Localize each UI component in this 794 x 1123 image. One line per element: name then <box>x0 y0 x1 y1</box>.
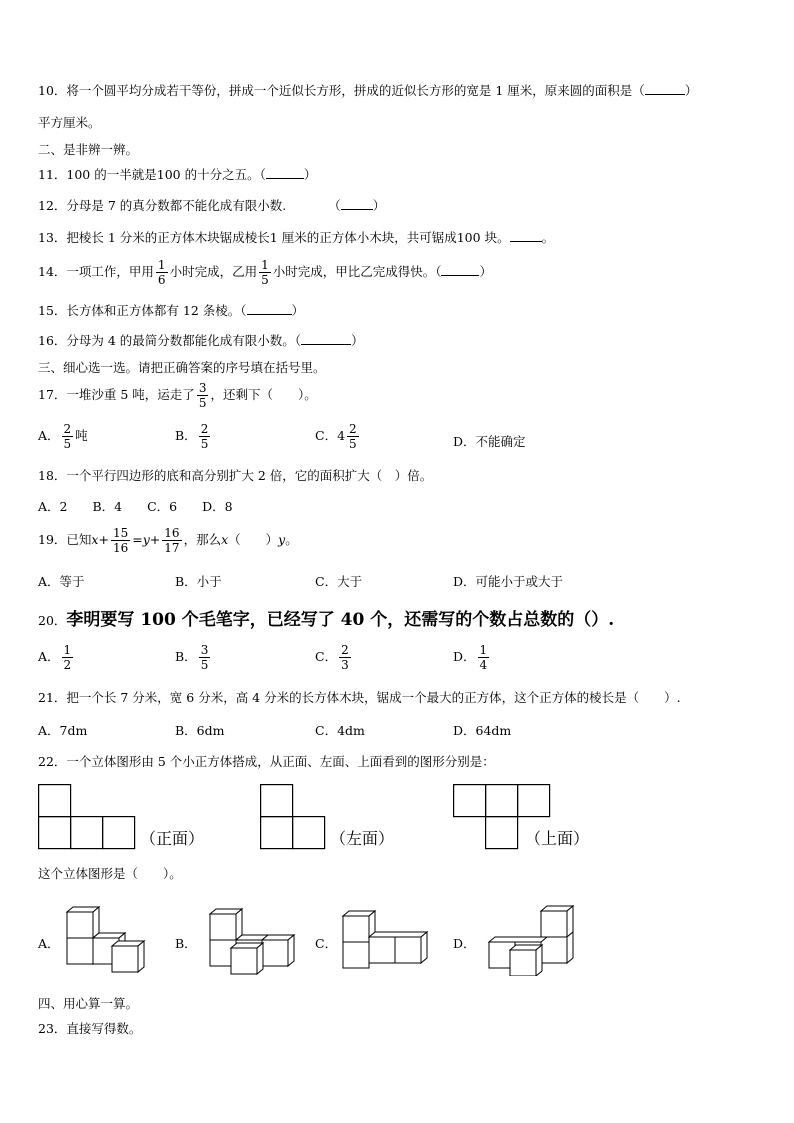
option-a-cubes[interactable] <box>62 902 157 976</box>
q19-option-d[interactable]: D．可能小于或大于 <box>453 574 564 589</box>
answer-blank[interactable] <box>441 264 479 276</box>
front-view-caption: （正面） <box>140 829 205 848</box>
answer-blank[interactable] <box>341 198 373 210</box>
section-2-title: 二、是非辨一辨。 <box>38 142 139 157</box>
q21-option-d[interactable]: D．64dm <box>453 723 512 738</box>
q21-option-b[interactable]: B．6dm <box>175 723 225 738</box>
q22-option-a[interactable]: A． <box>38 936 60 951</box>
question-20: 20．李明要写 100 个毛笔字，已经写了 40 个，还需写的个数占总数的（）. <box>38 610 615 630</box>
question-12: 12．分母是 7 的真分数都不能化成有限小数. （ ） <box>38 198 386 213</box>
q20-option-d[interactable]: D． $\frac{1}{4}$ <box>453 643 488 672</box>
q17-option-c[interactable]: C．4 $\frac{2}{5}$ <box>315 422 357 451</box>
q21-option-a[interactable]: A．7dm <box>38 723 88 738</box>
answer-blank[interactable] <box>510 230 542 242</box>
q22-option-b[interactable]: B． <box>175 936 197 951</box>
answer-blank[interactable] <box>247 303 292 315</box>
q17-option-b[interactable]: B． $\frac{2}{5}$ <box>175 422 209 451</box>
q22-option-d[interactable]: D． <box>453 936 476 951</box>
question-18: 18．一个平行四边形的底和高分别扩大 2 倍，它的面积扩大（ ）倍。 <box>38 468 433 483</box>
q19-option-c[interactable]: C．大于 <box>315 574 363 589</box>
question-10: 10．将一个圆平均分成若干等份，拼成一个近似长方形，拼成的近似长方形的宽是 1 厘米，原来圆的面积是（ ） <box>38 83 698 98</box>
q20-option-a[interactable]: A． $\frac{1}{2}$ <box>38 643 72 672</box>
q20-option-b[interactable]: B． $\frac{3}{5}$ <box>175 643 209 672</box>
left-view-figure <box>260 784 330 850</box>
question-23: 23．直接写得数。 <box>38 1021 142 1036</box>
question-11: 11．100 的一半就是100 的十分之五。（ ） <box>38 167 317 182</box>
option-d-cubes[interactable] <box>486 902 581 976</box>
fraction: $\frac{3}{5}$ <box>198 381 207 410</box>
section-3-title: 三、细心选一选。请把正确答案的序号填在括号里。 <box>38 360 326 375</box>
question-10-cont: 平方厘米。 <box>38 115 101 130</box>
section-4-title: 四、用心算一算。 <box>38 996 139 1011</box>
q22-option-c[interactable]: C． <box>315 936 338 951</box>
q21-option-c[interactable]: C．4dm <box>315 723 365 738</box>
question-22-prompt: 这个立体图形是（ ）。 <box>38 866 182 881</box>
front-view-figure <box>38 784 138 850</box>
answer-blank[interactable] <box>645 83 685 95</box>
q19-option-b[interactable]: B．小于 <box>175 574 222 589</box>
answer-blank[interactable] <box>266 167 304 179</box>
left-view-caption: （左面） <box>330 829 395 848</box>
q19-option-a[interactable]: A．等于 <box>38 574 85 589</box>
question-16: 16．分母为 4 的最简分数都能化成有限小数。（ ） <box>38 333 364 348</box>
top-view-caption: （上面） <box>525 829 590 848</box>
q18-options[interactable]: A．2 B．4 C．6 D．8 <box>38 499 233 514</box>
fraction: $\frac{1}{5}$ <box>261 258 269 287</box>
fraction: $\frac{1}{6}$ <box>157 258 166 287</box>
question-22: 22．一个立体图形由 5 个小正方体搭成，从正面、左面、上面看到的图形分别是： <box>38 754 495 769</box>
question-13: 13．把棱长 1 分米的正方体木块锯成棱长1 厘米的正方体小木块，共可锯成100 块。 。 <box>38 230 555 245</box>
question-14: 14．一项工作，甲用 $\frac{1}{6}$ 小时完成，乙用 $\frac{1}{5}$ 小时完成，甲比乙完成得快。（ ） <box>38 258 492 287</box>
option-b-cubes[interactable] <box>205 902 300 976</box>
q17-option-a[interactable]: A． $\frac{2}{5}$ 吨 <box>38 422 88 451</box>
question-19: 19．已知x+ $\frac{15}{16}$ =y+ $\frac{16}{17}$ ，那么x（ ）y。 <box>38 526 298 555</box>
answer-blank[interactable] <box>301 333 351 345</box>
q17-option-d[interactable]: D．不能确定 <box>453 434 526 449</box>
q20-option-c[interactable]: C． $\frac{2}{3}$ <box>315 643 349 672</box>
question-17: 17．一堆沙重 5 吨，运走了 $\frac{3}{5}$ ，还剩下（ ）。 <box>38 381 317 410</box>
question-15: 15．长方体和正方体都有 12 条棱。（ ） <box>38 303 305 318</box>
question-21: 21．把一个长 7 分米，宽 6 分米，高 4 分米的长方体木块，锯成一个最大的正方体，这个正方体的棱长是（ ）. <box>38 690 681 705</box>
option-c-cubes[interactable] <box>338 902 433 976</box>
